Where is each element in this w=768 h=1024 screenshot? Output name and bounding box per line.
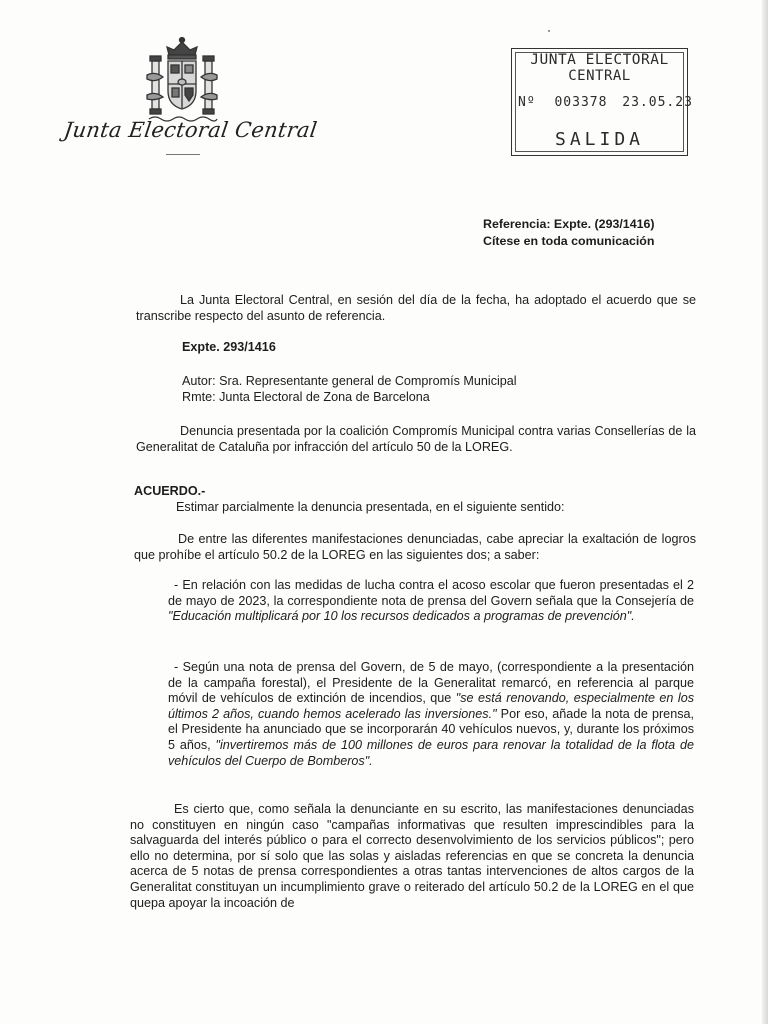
- finding-item-2: [168, 660, 694, 769]
- reference-expediente: Referencia: Expte. (293/1416): [483, 217, 655, 231]
- reference-cite-note: Cítese en toda comunicación: [483, 234, 655, 248]
- institution-underline: [166, 154, 200, 155]
- complaint-paragraph: Denuncia presentada por la coalición Compromís Municipal contra varias Consellerías de la Generalitat de Cataluña por infracción del artículo 50 de la LOREG.: [136, 424, 696, 454]
- scan-edge-shadow: [762, 0, 768, 1024]
- conclusion-paragraph: Es cierto que, como señala la denunciante en su escrito, las manifestaciones denunciadas no constituyen en ningún caso "campañas informativas que resulten imprescindibles para la salvaguarda del interés público o para el correcto desenvolvimiento de los servicios públicos"; pero ello no determina, por sí solo que las solas y aisladas referencias en que se concreta la denuncia acerca de 5 notas de prensa correspondientes a otras tantas intervenciones de altos cargos de la Generalitat constituyan un incumplimiento grave o reiterado del artículo 50.2 de la LOREG en el que quepa apoyar la incoación de: [130, 802, 694, 910]
- coat-of-arms-emblem: [143, 35, 221, 127]
- stamp-number-prefix: Nº: [518, 95, 536, 110]
- stamp-number: 003378: [554, 95, 608, 110]
- author-line: Autor: Sra. Representante general de Compromís Municipal: [182, 374, 517, 388]
- stamp-title-line1: JUNTA ELECTORAL: [530, 52, 669, 68]
- finding-item-1: [168, 578, 694, 625]
- findings-paragraph: De entre las diferentes manifestaciones denunciadas, cabe apreciar la exaltación de logros que prohíbe el artículo 50.2 de la LOREG en las siguientes dos; a saber:: [134, 532, 696, 562]
- remitter-line: Rmte: Junta Electoral de Zona de Barcelona: [182, 389, 430, 404]
- stamp-number-row: [518, 95, 693, 110]
- agreement-heading: ACUERDO.-: [134, 484, 206, 498]
- agreement-text: Estimar parcialmente la denuncia presentada, en el siguiente sentido:: [176, 500, 565, 514]
- finding-item-2-text-b: Por eso, añade la nota de prensa, el Presidente ha anunciado que se incorporarán 40 vehículos nuevos, y, durante los próximos 5 años,: [168, 706, 694, 752]
- stamp-salida-label: SALIDA: [554, 129, 645, 150]
- finding-item-2-quote-b: "invertiremos más de 100 millones de euros para renovar la totalidad de la flota de vehículos del Cuerpo de Bomberos".: [168, 737, 695, 768]
- finding-item-1-quote: "Educación multiplicará por 10 los recursos dedicados a programas de prevención".: [168, 609, 635, 624]
- author-block: [182, 374, 682, 405]
- finding-item-2-text-a: - Según una nota de prensa del Govern, de 5 de mayo, (correspondiente a la presentación de la campaña forestal), el Presidente de la Generalitat remarcó, en referencia al parque móvil de vehículos de extinción de incendios, que: [168, 660, 694, 706]
- finding-item-2-quote-a: "se está renovando, especialmente en los últimos 2 años, cuando hemos acelerado las inversiones.": [168, 691, 694, 721]
- registry-stamp: [511, 48, 693, 156]
- intro-paragraph: La Junta Electoral Central, en sesión del día de la fecha, ha adoptado el acuerdo que se transcribe respecto del asunto de referencia.: [136, 293, 696, 323]
- expediente-heading: Expte. 293/1416: [182, 340, 276, 354]
- scan-speck: [548, 30, 550, 32]
- finding-item-1-text: - En relación con las medidas de lucha contra el acoso escolar que fueron presentadas el 2 de mayo de 2023, la correspondiente nota de prensa del Govern señala que la Consejería de: [168, 578, 694, 608]
- stamp-title-line2: CENTRAL: [568, 68, 631, 84]
- institution-name: Junta Electoral Central: [62, 118, 319, 142]
- reference-block: [483, 216, 655, 250]
- stamp-date: 23.05.23: [622, 95, 693, 110]
